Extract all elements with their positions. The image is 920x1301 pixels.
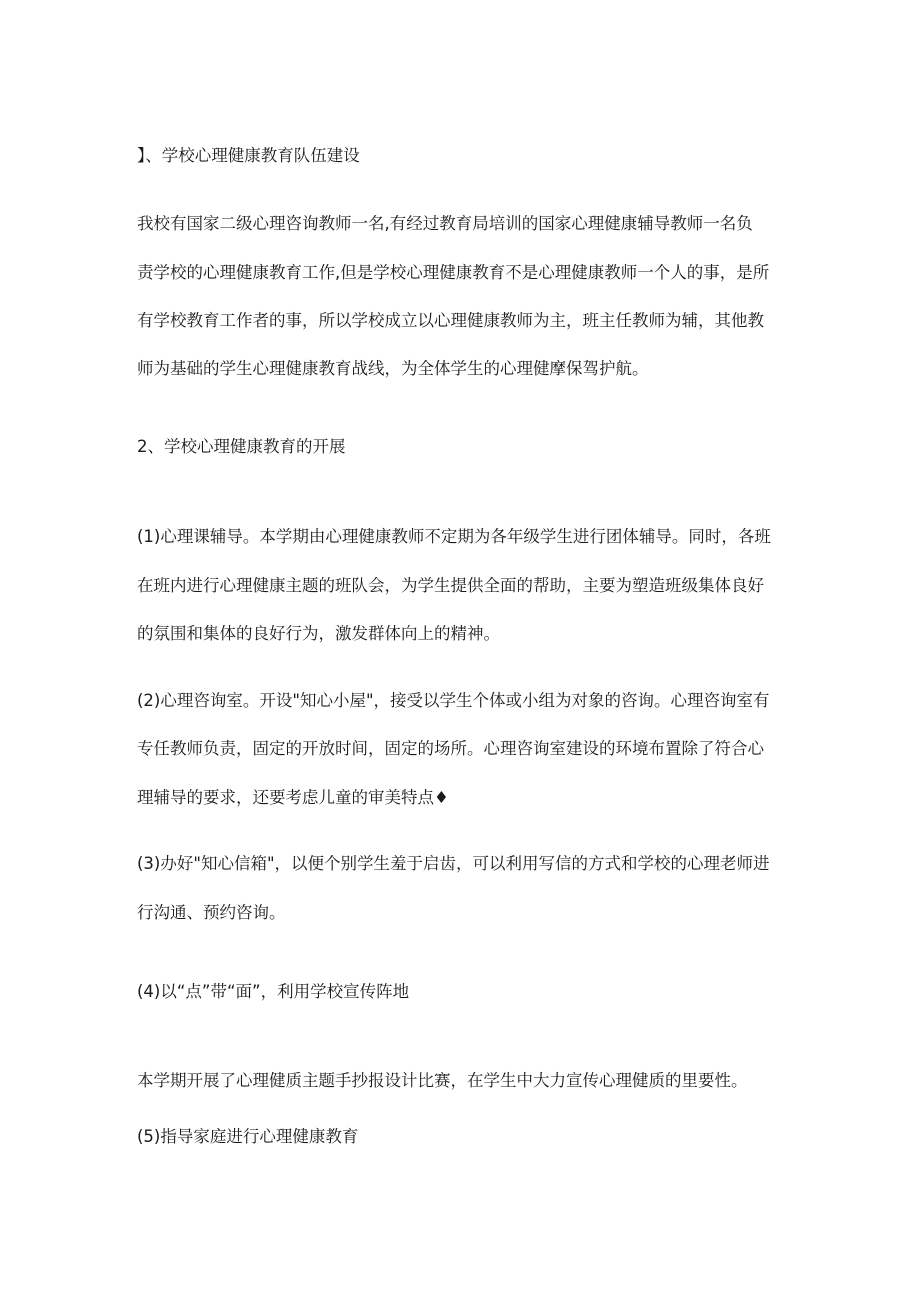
list-item-line: 行沟通、预约咨询。 [137, 903, 286, 922]
list-item-line: (1)心理课辅导。本学期由心理健康教师不定期为各年级学生进行团体辅导。同时，各班 [137, 527, 771, 546]
list-item-line: (4)以“点”带“面”，利用学校宣传阵地 [137, 982, 410, 1001]
list-item-line: (3)办好"知心信箱"，以便个别学生羞于启齿，可以利用写信的方式和学校的心理老师进 [137, 854, 770, 873]
paragraph-line: 本学期开展了心理健质主题手抄报设计比赛，在学生中大力宣传心理健质的里要性。 [137, 1071, 748, 1090]
list-item-line: 专任教师负责，固定的开放时间，固定的场所。心理咨询室建设的环境布置除了符合心 [137, 739, 764, 758]
section-heading-team: 】、学校心理健康教育队伍建设 [137, 146, 360, 165]
section-heading-development: 2、学校心理健康教育的开展 [137, 437, 346, 456]
paragraph-line: 有学校教育工作者的事，所以学校成立以心理健康教师为主，班主任教师为辅，其他教 [137, 311, 764, 330]
list-item-line: (2)心理咨询室。开设"知心小屋"，接受以学生个体或小组为对象的咨询。心理咨询室有 [137, 691, 770, 710]
list-item-line: 的氛围和集体的良好行为，激发群体向上的精神。 [137, 624, 500, 643]
paragraph-line: 责学校的心理健康教育工作,但是学校心理健康教育不是心理健康教师一个人的事，是所 [137, 263, 770, 282]
list-item-line: 理辅导的要求，还要考虑儿童的审美特点♦ [137, 788, 449, 807]
paragraph-line: 我校有国家二级心理咨询教师一名,有经过教育局培训的国家心理健康辅导教师一名负 [137, 214, 753, 233]
list-item-line: (5)指导家庭进行心理健康教育 [137, 1127, 359, 1146]
list-item-line: 在班内进行心理健康主题的班队会，为学生提供全面的帮助，主要为塑造班级集体良好 [137, 576, 764, 595]
paragraph-line: 师为基础的学生心理健康教育战线，为全体学生的心理健摩保驾护航。 [137, 359, 649, 378]
